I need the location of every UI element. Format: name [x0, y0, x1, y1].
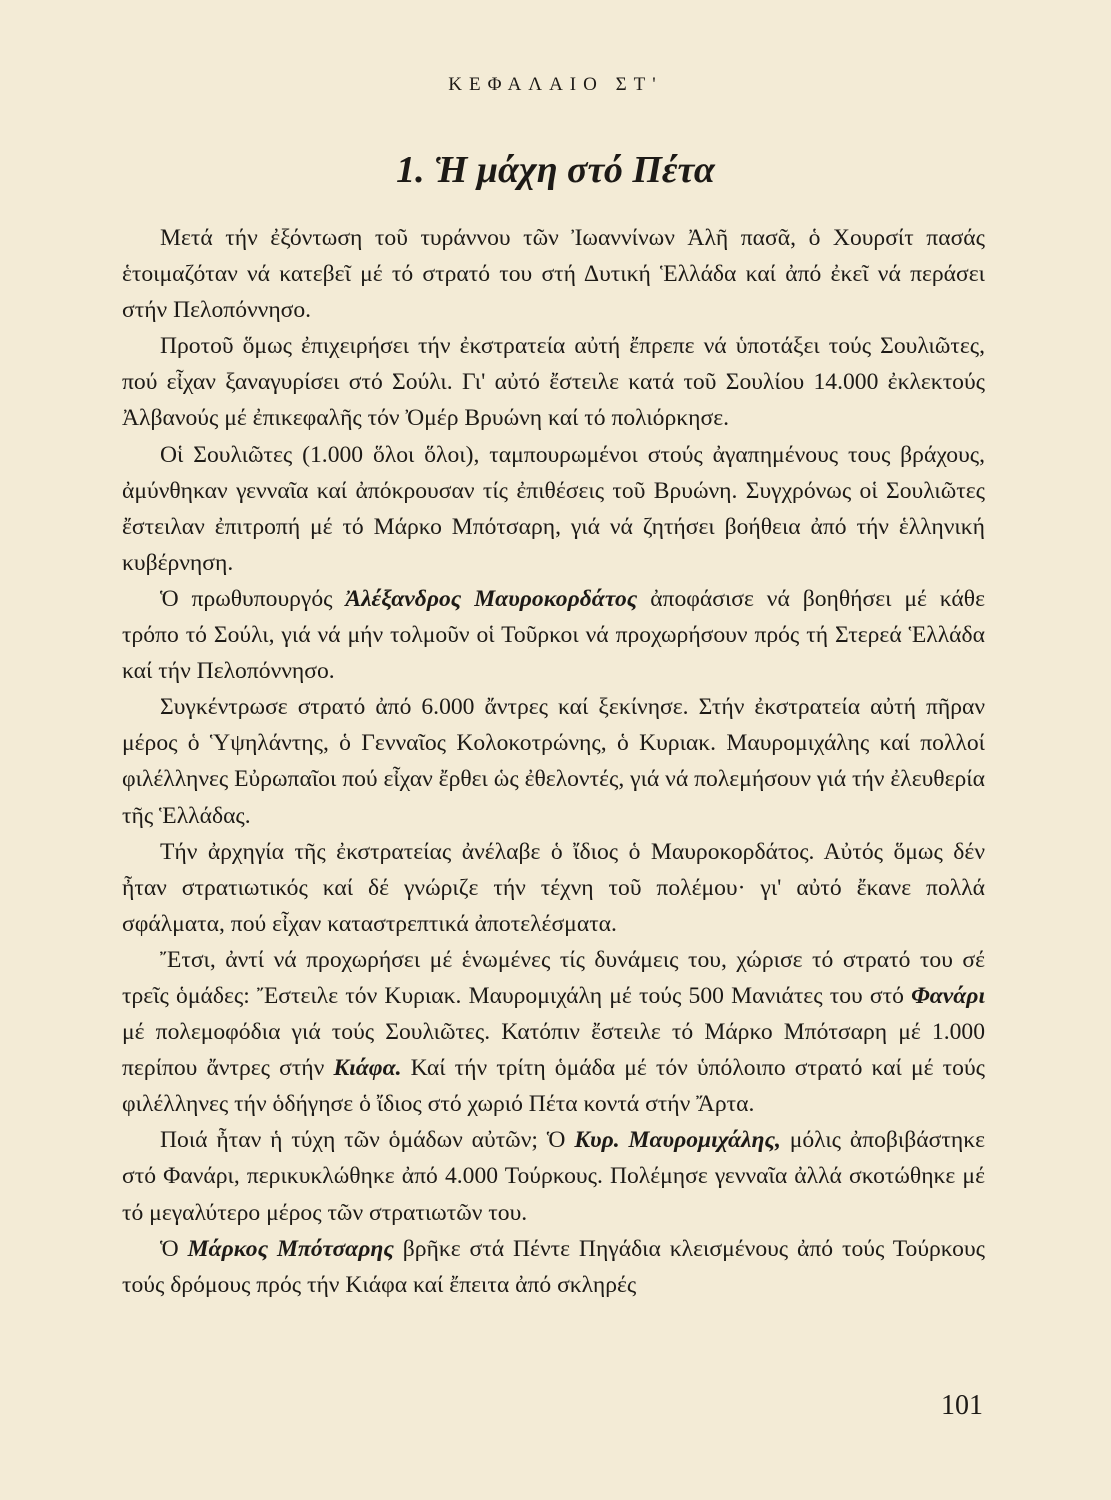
page-number: 101 [941, 1390, 983, 1421]
paragraph: Συγκέντρωσε στρατό ἀπό 6.000 ἄντρες καί ξεκίνησε. Στήν ἐκστρατεία αὐτή πῆραν μέρος ὁ Ὑψηλάντης, ὁ Γενναῖος Κολοκοτρώνης, ὁ Κυριακ. Μαυρομιχάλης καί πολλοί φιλέλληνες Εὐρωπαῖοι πού εἶχαν ἔρθει ὡς ἐθελοντές, γιά νά πολεμήσουν γιά τήν ἐλευθερία τῆς Ἑλλάδας. [122, 694, 985, 829]
paragraph: Ποιά ἦταν ἡ τύχη τῶν ὁμάδων αὐτῶν; Ὁ Κυρ. Μαυρομιχάλης, μόλις ἀποβιβάστηκε στό Φανάρι, περικυκλώθηκε ἀπό 4.000 Τούρκους. Πολέμησε γενναῖα ἀλλά σκοτώθηκε μέ τό μεγαλύτερο μέρος τῶν στρατιωτῶν του. [122, 1127, 985, 1226]
paragraph: Μετά τήν ἐξόντωση τοῦ τυράννου τῶν Ἰωαννίνων Ἀλῆ πασᾶ, ὁ Χουρσίτ πασάς ἑτοιμαζόταν νά κατεβεῖ μέ τό στρατό του στή Δυτική Ἑλλάδα καί ἀπό ἐκεῖ νά περάσει στήν Πελοπόννησο. [122, 225, 985, 324]
body-text [122, 220, 985, 1303]
paragraph: Προτοῦ ὅμως ἐπιχειρήσει τήν ἐκστρατεία αὐτή ἔπρεπε νά ὑποτάξει τούς Σουλιῶτες, πού εἶχαν ξαναγυρίσει στό Σούλι. Γι' αὐτό ἔστειλε κατά τοῦ Σουλίου 14.000 ἐκλεκτούς Ἀλβανούς μέ ἐπικεφαλῆς τόν Ὀμέρ Βρυώνη καί τό πολιόρκησε. [122, 333, 985, 432]
paragraph: Ὁ πρωθυπουργός Ἀλέξανδρος Μαυροκορδάτος ἀποφάσισε νά βοηθήσει μέ κάθε τρόπο τό Σούλι, γιά νά μήν τολμοῦν οἱ Τοῦρκοι νά προχωρήσουν πρός τή Στερεά Ἑλλάδα καί τήν Πελοπόννησο. [122, 585, 986, 685]
paragraph: Τήν ἀρχηγία τῆς ἐκστρατείας ἀνέλαβε ὁ ἴδιος ὁ Μαυροκορδάτος. Αὐτός ὅμως δέν ἦταν στρατιωτικός καί δέ γνώριζε τήν τέχνη τοῦ πολέμου· γι' αὐτό ἔκανε πολλά σφάλματα, πού εἶχαν καταστρεπτικά ἀποτελέσματα. [122, 838, 985, 937]
chapter-heading: ΚΕΦΑΛΑΙΟ ΣΤ' [448, 74, 663, 95]
paragraph: Ὁ Μάρκος Μπότσαρης βρῆκε στά Πέντε Πηγάδια κλεισμένους ἀπό τούς Τούρκους τούς δρόμους πρός τήν Κιάφα καί ἔπειτα ἀπό σκληρές [122, 1235, 985, 1298]
section-title: 1. Ἡ μάχη στό Πέτα [396, 149, 715, 191]
paragraph: Οἱ Σουλιῶτες (1.000 ὅλοι ὅλοι), ταμπουρωμένοι στούς ἀγαπημένους τους βράχους, ἀμύνθηκαν γενναῖα καί ἀπόκρουσαν τίς ἐπιθέσεις τοῦ Βρυώνη. Συγχρόνως οἱ Σουλιῶτες ἔστειλαν ἐπιτροπή μέ τό Μάρκο Μπότσαρη, γιά νά ζητήσει βοήθεια ἀπό τήν ἑλληνική κυβέρνηση. [122, 441, 985, 576]
paragraph: Ἔτσι, ἀντί νά προχωρήσει μέ ἑνωμένες τίς δυνάμεις του, χώρισε τό στρατό του σέ τρεῖς ὁμάδες: Ἔστειλε τόν Κυριακ. Μαυρομιχάλη μέ τούς 500 Μανιάτες του στό Φανάρι μέ πολεμοφόδια γιά τούς Σουλιῶτες. Κατόπιν ἔστειλε τό Μάρκο Μπότσαρη μέ 1.000 περίπου ἄντρες στήν Κιάφα. Καί τήν τρίτη ὁμάδα μέ τόν ὑπόλοιπο στρατό καί μέ τούς φιλέλληνες τήν ὁδήγησε ὁ ἴδιος στό χωριό Πέτα κοντά στήν Ἄρτα. [122, 946, 985, 1118]
